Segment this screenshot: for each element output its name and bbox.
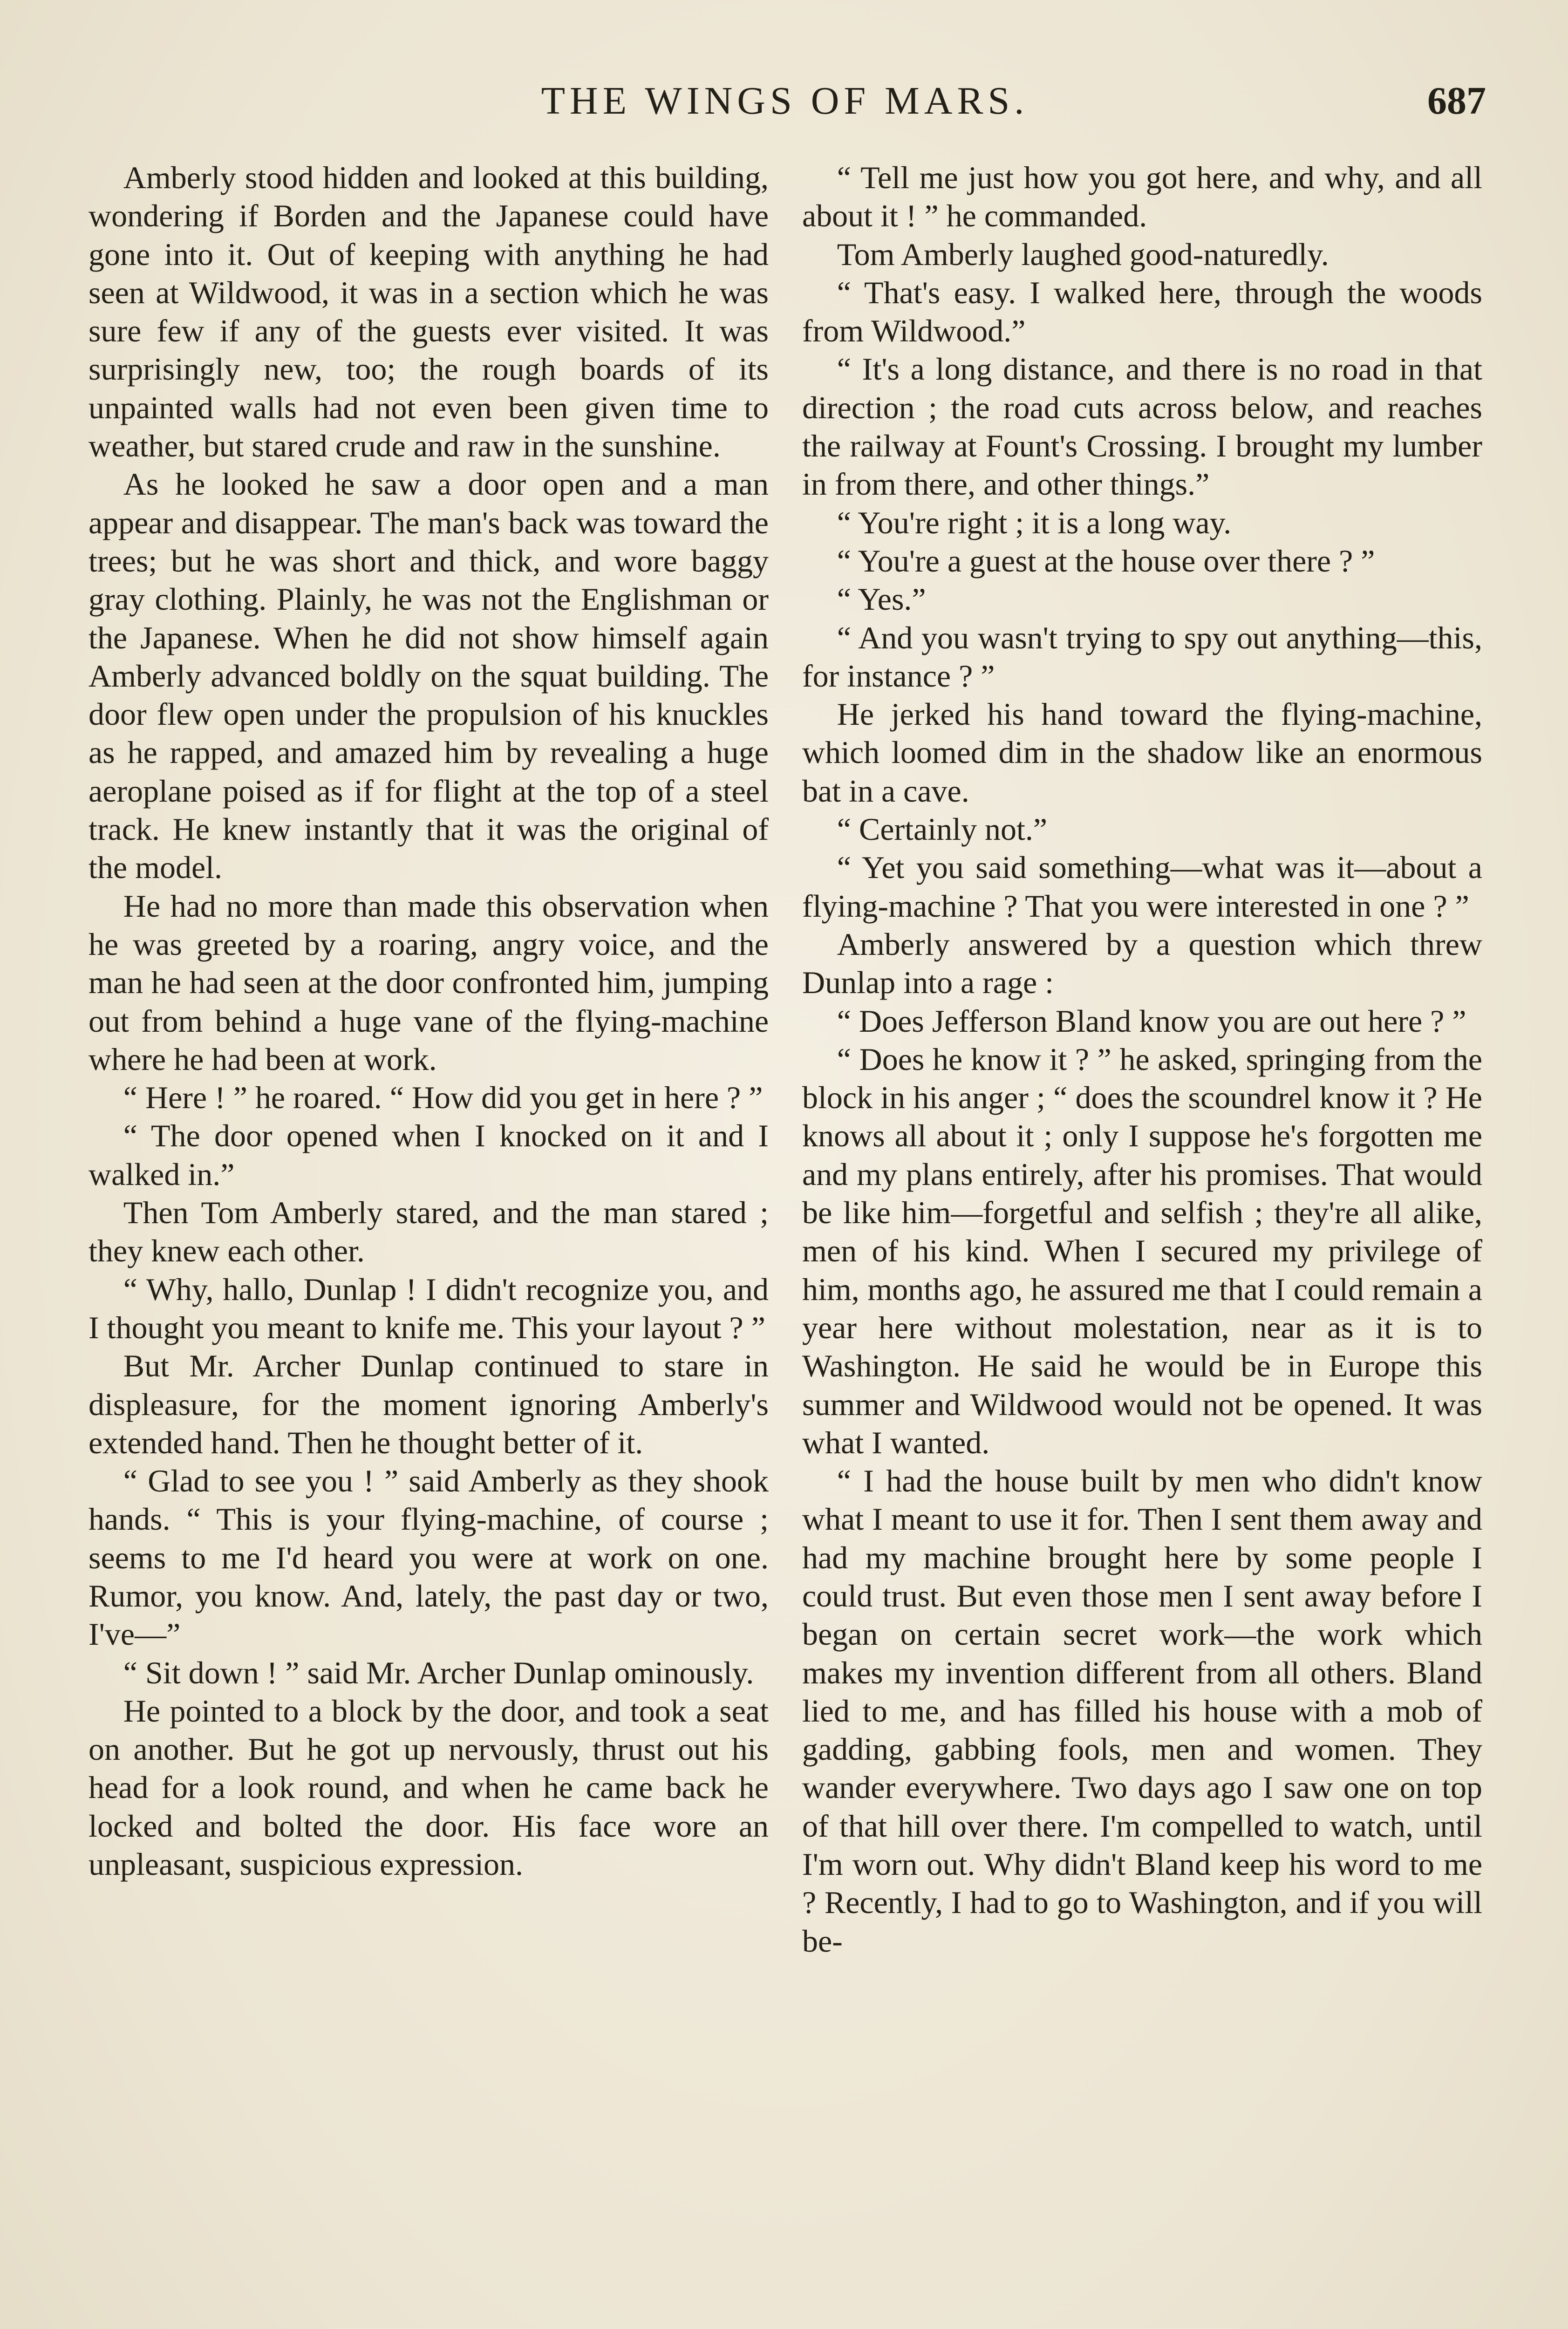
paragraph: “ You're right ; it is a long way. [837,504,1232,540]
paragraph: But Mr. Archer Dunlap continued to stare in displeasure, for the moment ignoring Amberly's extended hand. Then he thought better of it. [89,1348,769,1460]
paragraph: “ Does he know it ? ” he asked, springing from the block in his anger ; “ does the scoundrel know it ? He knows all about it ; only I suppose he's forgotten me and my plans entirely, after his promises. That would be like him—forgetful and selfish ; they're all alike, men of his kind. When I secured my privilege of him, months ago, he assured me that I could remain a year here without molestation, near as it is to Washington. He said he would be in Europe this summer and Wildwood would not be opened. It was what I wanted. [802,1041,1482,1460]
paragraph: “ I had the house built by men who didn't know what I meant to use it for. Then I sent them away and had my machine brought here by some people I could trust. But even those men I sent away before I began on certain secret work—the work which makes my invention different from all others. Bland lied to me, and has filled his house with a mob of gadding, gabbing fools, men and women. They wander everywhere. Two days ago I saw one on top of that hill over there. I'm compelled to watch, until I'm worn out. Why didn't Bland keep his word to me ? Recently, I had to go to Washington, and if you will be- [802,1463,1482,1959]
running-title: THE WINGS OF MARS. [541,79,1029,123]
paragraph: “ The door opened when I knocked on it and I walked in.” [89,1118,769,1192]
paragraph: “ Glad to see you ! ” said Amberly as they shook hands. “ This is your flying-machine, of course ; seems to me I'd heard you were at work on one. Rumor, you know. And, lately, the past day or two, I've—” [89,1463,769,1652]
paragraph: He had no more than made this observation when he was greeted by a roaring, angry voice, and the man he had seen at the door confronted him, jumping out from behind a huge vane of the flying-machine where he had been at work. [89,888,769,1077]
paragraph: “ Yet you said something—what was it—about a flying-machine ? That you were interested in one ? ” [802,850,1482,924]
paragraph: “ You're a guest at the house over there ? ” [837,543,1375,579]
page-header [84,78,1486,129]
paragraph: As he looked he saw a door open and a man appear and disappear. The man's back was toward the trees; but he was short and thick, and wore baggy gray clothing. Plainly, he was not the Englishman or the Japanese. When he did not show himself again Amberly advanced boldly on the squat building. The door flew open under the propulsion of his knuckles as he rapped, and amazed him by revealing a huge aeroplane poised as if for flight at the top of a steel track. He knew instantly that it was the original of the model. [89,466,769,885]
paragraph: Tom Amberly laughed good-naturedly. [837,236,1329,272]
paragraph: “ That's easy. I walked here, through the woods from Wildwood.” [802,274,1482,349]
paragraph: “ And you wasn't trying to spy out anything—this, for instance ? ” [802,620,1482,694]
paragraph: “ Does Jefferson Bland know you are out here ? ” [837,1003,1466,1039]
page-number: 687 [1427,79,1486,123]
right-column [802,158,1482,1960]
paragraph: “ Yes.” [837,581,926,617]
paragraph: “ Sit down ! ” said Mr. Archer Dunlap ominously. [123,1655,754,1690]
paragraph: Amberly answered by a question which threw Dunlap into a rage : [802,926,1482,1001]
paragraph: “ It's a long distance, and there is no road in that direction ; the road cuts across below, and reaches the railway at Fount's Crossing. I brought my lumber in from there, and other things.” [802,351,1482,502]
paragraph: “ Tell me just how you got here, and why, and all about it ! ” he commanded. [802,160,1482,234]
paragraph: “ Here ! ” he roared. “ How did you get in here ? ” [123,1080,763,1116]
paragraph: “ Certainly not.” [837,811,1048,847]
paragraph: Amberly stood hidden and looked at this building, wondering if Borden and the Japanese could have gone into it. Out of keeping with anything he had seen at Wildwood, it was in a section which he was sure few if any of the guests ever visited. It was surprisingly new, too; the rough boards of its unpainted walls had not even been given time to weather, but stared crude and raw in the sunshine. [89,160,769,464]
left-column [89,158,769,1883]
paragraph: Then Tom Amberly stared, and the man stared ; they knew each other. [89,1195,769,1269]
paragraph: He pointed to a block by the door, and took a seat on another. But he got up nervously, thrust out his head for a look round, and when he came back he locked and bolted the door. His face wore an unpleasant, suspicious expression. [89,1693,769,1882]
paragraph: He jerked his hand toward the flying-machine, which loomed dim in the shadow like an enormous bat in a cave. [802,696,1482,809]
paragraph: “ Why, hallo, Dunlap ! I didn't recognize you, and I thought you meant to knife me. This your layout ? ” [89,1271,769,1345]
